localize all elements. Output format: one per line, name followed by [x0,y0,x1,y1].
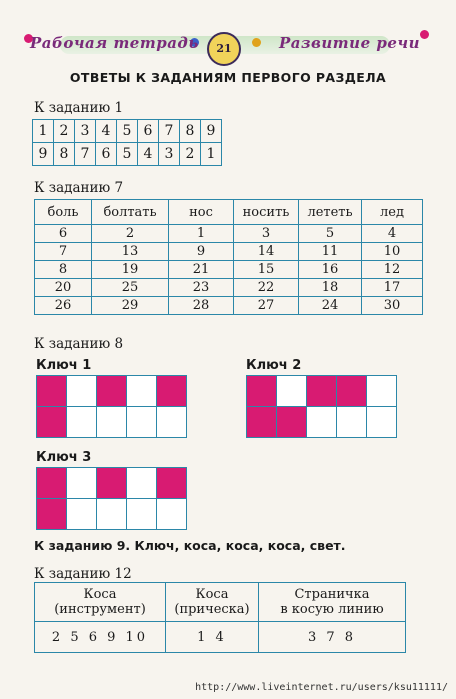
empty-cell [97,407,127,438]
footer-url: http://www.liveinternet.ru/users/ksu11111/ [195,682,448,693]
empty-cell [127,407,157,438]
table-cell: 24 [299,297,362,315]
filled-cell [37,376,67,407]
table-cell: 4 [138,143,159,166]
empty-cell [337,407,367,438]
table-cell: 8 [35,261,92,279]
key1-grid [36,375,187,438]
table-cell: 3 [159,143,180,166]
table-cell: 15 [234,261,299,279]
header-line: Страничка [294,587,370,602]
task1-table [32,119,222,166]
table-cell: 12 [362,261,423,279]
table-cell: 9 [201,120,222,143]
table-cell: 17 [362,279,423,297]
table-cell: 9 [33,143,54,166]
filled-cell [37,407,67,438]
table-cell: 1 [169,225,234,243]
table-cell: 18 [299,279,362,297]
table-cell: 30 [362,297,423,315]
table-row [35,261,423,279]
table-cell: 19 [92,261,169,279]
header-line: (прическа) [174,602,250,617]
column-header [259,583,406,622]
grid-row [37,499,187,530]
table-row [33,143,222,166]
decor-dot [252,38,261,47]
empty-cell [157,499,187,530]
table-cell: 5 [117,143,138,166]
filled-cell [157,468,187,499]
filled-cell [37,499,67,530]
grid-row [37,407,187,438]
table-cell: 28 [169,297,234,315]
right-brand: Развитие речи [278,34,420,52]
table-row [35,225,423,243]
key1-label: Ключ 1 [36,358,92,373]
table-cell: 4 [96,120,117,143]
empty-cell [127,499,157,530]
table-cell: 25 [92,279,169,297]
task9-text: К заданию 9. Ключ, коса, коса, коса, свет. [34,538,346,553]
key3-label: Ключ 3 [36,450,92,465]
empty-cell [127,376,157,407]
table-cell: 3 7 8 [259,622,406,653]
key2-grid [246,375,397,438]
left-brand: Рабочая тетрадь [30,34,199,52]
header-line: Коса [83,587,117,602]
filled-cell [157,376,187,407]
task12-heading: К заданию 12 [34,566,132,582]
filled-cell [277,407,307,438]
column-header [166,583,259,622]
filled-cell [247,407,277,438]
grid-row [247,376,397,407]
header-line: (инструмент) [54,602,146,617]
filled-cell [97,376,127,407]
empty-cell [67,407,97,438]
table-cell: 21 [169,261,234,279]
table-row [35,297,423,315]
table-cell: 2 [180,143,201,166]
column-header [35,583,166,622]
table-cell: 27 [234,297,299,315]
table-cell: 2 5 6 9 10 [35,622,166,653]
table-row [33,120,222,143]
column-header: лед [362,200,423,225]
table-row [35,243,423,261]
column-header: боль [35,200,92,225]
table-cell: 13 [92,243,169,261]
empty-cell [127,468,157,499]
filled-cell [37,468,67,499]
table-cell: 6 [96,143,117,166]
table-cell: 6 [35,225,92,243]
table-cell: 1 4 [166,622,259,653]
filled-cell [97,468,127,499]
page-title: ОТВЕТЫ К ЗАДАНИЯМ ПЕРВОГО РАЗДЕЛА [69,70,387,85]
table-cell: 26 [35,297,92,315]
empty-cell [367,376,397,407]
task1-heading: К заданию 1 [34,100,124,116]
table-cell: 10 [362,243,423,261]
empty-cell [157,407,187,438]
table-row [35,279,423,297]
table-cell: 29 [92,297,169,315]
task7-heading: К заданию 7 [34,180,124,196]
task12-table [34,582,406,653]
empty-cell [67,468,97,499]
page-number: 21 [207,32,241,66]
header-line: в косую линию [280,602,384,617]
table-cell: 11 [299,243,362,261]
grid-row [247,407,397,438]
table-cell: 8 [180,120,201,143]
column-header: нос [169,200,234,225]
table-cell: 5 [117,120,138,143]
key3-grid [36,467,187,530]
column-header: болтать [92,200,169,225]
table-cell: 5 [299,225,362,243]
table-cell: 1 [201,143,222,166]
empty-cell [67,499,97,530]
table-cell: 6 [138,120,159,143]
empty-cell [307,407,337,438]
task7-table [34,199,423,315]
page-header [0,0,456,70]
filled-cell [337,376,367,407]
table-cell: 1 [33,120,54,143]
table-cell: 22 [234,279,299,297]
table-cell: 3 [234,225,299,243]
filled-cell [307,376,337,407]
filled-cell [247,376,277,407]
header-line: Коса [195,587,229,602]
task8-heading: К заданию 8 [34,336,124,352]
table-cell: 8 [54,143,75,166]
empty-cell [277,376,307,407]
empty-cell [67,376,97,407]
table-cell: 3 [75,120,96,143]
empty-cell [367,407,397,438]
column-header: лететь [299,200,362,225]
table-cell: 2 [92,225,169,243]
grid-row [37,468,187,499]
empty-cell [97,499,127,530]
table-cell: 7 [75,143,96,166]
table-cell: 4 [362,225,423,243]
key2-label: Ключ 2 [246,358,302,373]
table-cell: 7 [159,120,180,143]
table-cell: 7 [35,243,92,261]
table-cell: 9 [169,243,234,261]
table-cell: 16 [299,261,362,279]
grid-row [37,376,187,407]
table-cell: 23 [169,279,234,297]
table-cell: 2 [54,120,75,143]
table-cell: 20 [35,279,92,297]
decor-dot [420,30,429,39]
column-header: носить [234,200,299,225]
table-cell: 14 [234,243,299,261]
